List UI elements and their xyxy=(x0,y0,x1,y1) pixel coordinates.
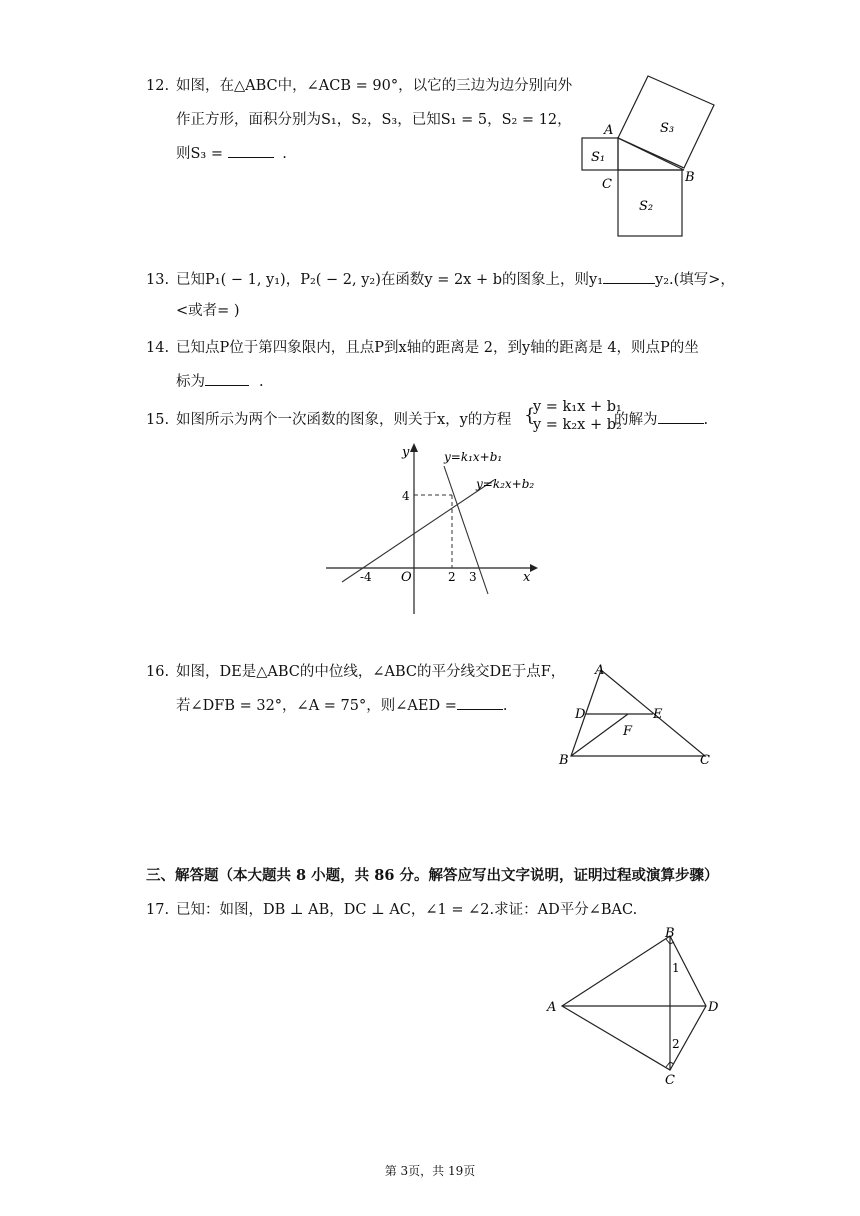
answer-blank xyxy=(603,269,655,284)
q12-figure xyxy=(575,70,725,242)
q15-graph xyxy=(320,440,540,620)
label-a: A xyxy=(604,123,614,138)
label-d: D xyxy=(575,707,586,722)
triangle-abc xyxy=(571,670,705,756)
q16-line2: 若∠DFB = 32°，∠A = 75°，则∠AED = . xyxy=(176,694,507,715)
q15-line1: 15. 如图所示为两个一次函数的图象，则关于x，y的方程 xyxy=(146,412,512,428)
line-k2-label: y=k₂x+b₂ xyxy=(476,477,535,491)
page-footer: 第 3页，共 19页 xyxy=(384,1164,476,1178)
label-f: F xyxy=(623,724,633,739)
system-brace: { xyxy=(524,405,536,426)
equation-1: y = k₁x + b₁ xyxy=(533,399,622,415)
label-c: C xyxy=(665,1073,675,1088)
origin-label: O xyxy=(401,570,412,585)
answer-blank xyxy=(658,409,704,424)
label-c: C xyxy=(700,753,710,768)
label-b: B xyxy=(559,753,569,768)
quadrilateral-abdc xyxy=(562,936,706,1070)
label-s3: S₃ xyxy=(660,121,675,136)
angle-1-label: 1 xyxy=(672,961,680,975)
angle-2-label: 2 xyxy=(672,1037,680,1051)
q15-number: 15. xyxy=(146,412,170,428)
q16-number: 16. xyxy=(146,664,170,680)
answer-blank xyxy=(205,371,249,386)
tick-x2: 2 xyxy=(448,570,456,584)
tick-x3: 3 xyxy=(469,570,477,584)
q12-line1: 12. 如图，在△ABC中，∠ACB = 90°，以它的三边为边分别向外 xyxy=(146,78,573,94)
line-k1-label: y=k₁x+b₁ xyxy=(444,450,503,464)
label-s2: S₂ xyxy=(639,199,654,214)
label-d: D xyxy=(708,1000,719,1015)
label-a: A xyxy=(547,1000,557,1015)
label-c: C xyxy=(602,177,612,192)
label-b: B xyxy=(665,926,675,941)
q12-number: 12. xyxy=(146,78,170,94)
label-a: A xyxy=(595,663,605,678)
x-axis-label: x xyxy=(523,570,531,585)
label-e: E xyxy=(653,707,663,722)
equation-2: y = k₂x + b₂ xyxy=(533,417,622,433)
q15-line1-end: 的解为 . xyxy=(614,408,708,429)
q12-line2: 作正方形，面积分别为S₁，S₂，S₃，已知S₁ = 5，S₂ = 12， xyxy=(176,112,572,128)
q17-number: 17. xyxy=(146,902,170,918)
q14-line2: 标为 . xyxy=(176,370,264,391)
y-axis-label: y xyxy=(402,445,410,460)
q17-figure xyxy=(540,920,730,1092)
q12-line3: 则S₃ = . xyxy=(176,142,287,163)
q14-line1: 14. 已知点P位于第四象限内，且点P到x轴的距离是 2，到y轴的距离是 4，则点P的坐 xyxy=(146,340,699,356)
tick-x-4: -4 xyxy=(360,570,372,584)
answer-blank xyxy=(228,143,274,158)
answer-blank xyxy=(457,695,503,710)
q16-line1: 16. 如图，DE是△ABC的中位线，∠ABC的平分线交DE于点F， xyxy=(146,664,566,680)
section-heading: 三、解答题（本大题共 8 小题，共 86 分。解答应写出文字说明，证明过程或演算步骤） xyxy=(146,867,719,884)
label-s1: S₁ xyxy=(591,150,606,165)
tick-y4: 4 xyxy=(402,489,410,503)
q13-line1: 13. 已知P₁( − 1, y₁)，P₂( − 2, y₂)在函数y = 2x + b的图象上，则y₁ y₂.(填写>， xyxy=(146,268,735,289)
q13-number: 13. xyxy=(146,272,170,288)
equation-system xyxy=(533,398,622,434)
q14-number: 14. xyxy=(146,340,170,356)
q16-figure xyxy=(555,660,725,772)
q17-line1: 17. 已知：如图，DB ⊥ AB，DC ⊥ AC，∠1 = ∠2.求证：AD平分∠BAC. xyxy=(146,902,638,918)
q13-line2: <或者= ) xyxy=(176,303,240,319)
label-b: B xyxy=(685,170,695,185)
